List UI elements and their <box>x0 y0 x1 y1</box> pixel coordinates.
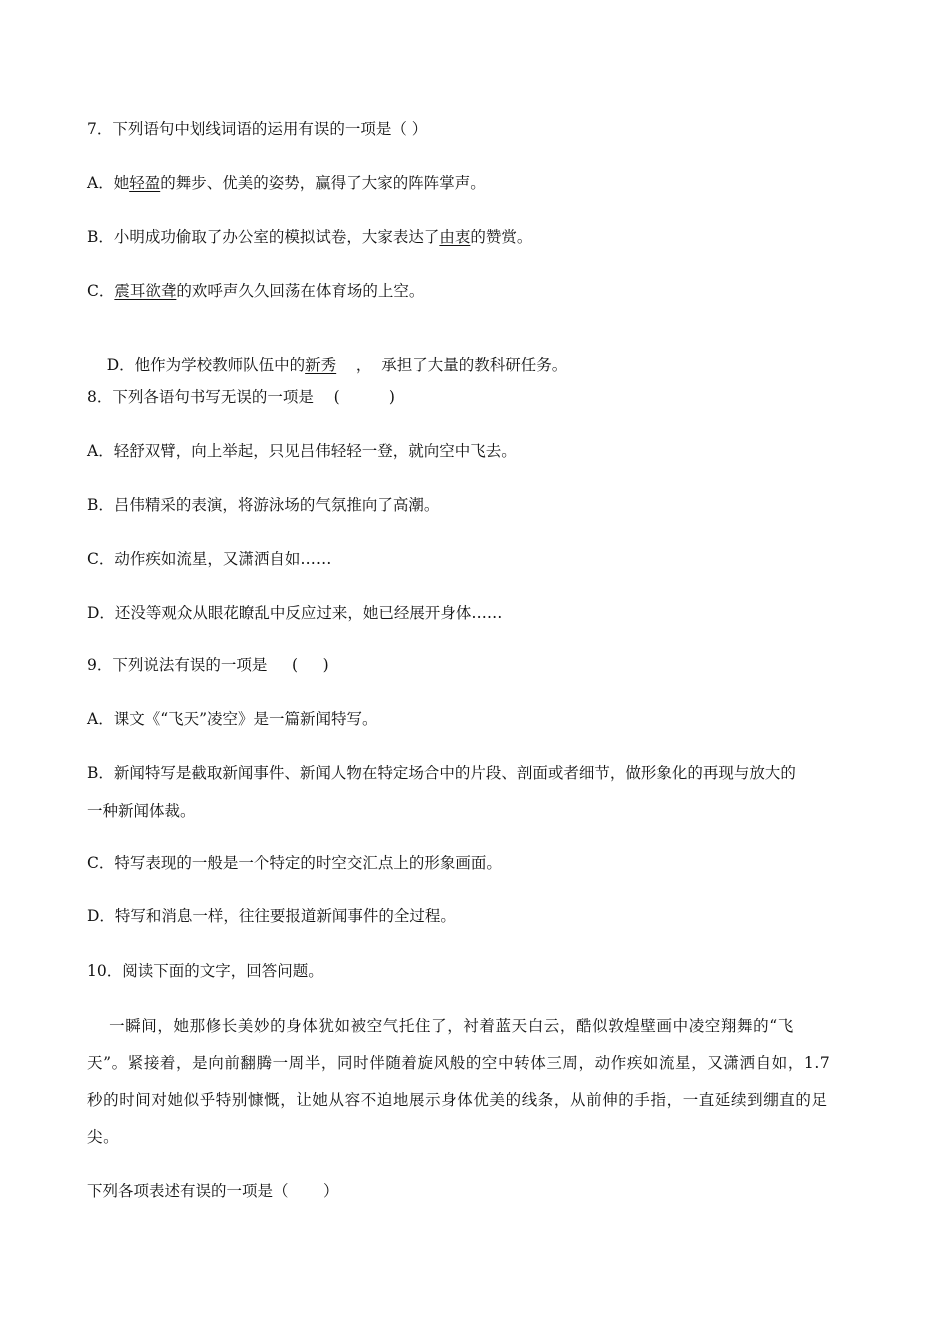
question-8-option-d: D．还没等观众从眼花瞭乱中反应过来，她已经展开身体…… <box>87 604 503 622</box>
question-9-option-b-line1: B．新闻特写是截取新闻事件、新闻人物在特定场合中的片段、剖面或者细节，做形象化的再现与放大的 <box>87 764 796 782</box>
question-8-option-a: A．轻舒双臂，向上举起，只见吕伟轻轻一登，就向空中飞去。 <box>87 442 517 460</box>
question-10-prompt: 下列各项表述有误的一项是（ ） <box>87 1182 339 1200</box>
reading-passage-line: 秒的时间对她似乎特别慷慨，让她从容不迫地展示身体优美的线条，从前伸的手指，一直延续到绷直的足 <box>87 1091 828 1109</box>
underlined-term: 由衷 <box>439 228 471 246</box>
question-7-option-a <box>87 173 486 193</box>
reading-passage-line: 尖。 <box>87 1128 120 1146</box>
question-7-option-b <box>87 227 532 247</box>
question-7-option-d <box>87 335 567 395</box>
option-text: B．小明成功偷取了办公室的模拟试卷，大家表达了 <box>87 228 440 246</box>
question-7-option-c <box>87 281 424 301</box>
option-text: C． <box>87 282 115 300</box>
question-8-option-b: B．吕伟精采的表演，将游泳场的气氛推向了高潮。 <box>87 496 440 514</box>
reading-passage-line: 天”。紧接着，是向前翻腾一周半，同时伴随着旋风般的空中转体三周，动作疾如流星，又潇洒自如，1.7 <box>87 1054 831 1072</box>
question-8-stem: 8．下列各语句书写无误的一项是 ( ) <box>87 388 395 406</box>
option-text: D．他作为学校教师队伍中的 <box>106 356 306 374</box>
question-9-option-b-line2: 一种新闻体裁。 <box>87 802 196 820</box>
option-text: A．她 <box>87 174 130 192</box>
option-text: 的欢呼声久久回荡在体育场的上空。 <box>176 282 425 300</box>
question-7-stem: 7．下列语句中划线词语的运用有误的一项是（ ） <box>87 120 428 138</box>
option-text: 的舞步、优美的姿势，赢得了大家的阵阵掌声。 <box>160 174 486 192</box>
question-8-option-c: C．动作疾如流星，又潇洒自如…… <box>87 550 332 568</box>
question-9-option-c: C．特写表现的一般是一个特定的时空交汇点上的形象画面。 <box>87 854 502 872</box>
underlined-term: 震耳欲聋 <box>114 282 177 300</box>
question-9-stem: 9．下列说法有误的一项是 ( ) <box>87 656 329 674</box>
underlined-term: 轻盈 <box>129 174 161 192</box>
option-text: 的赞赏。 <box>470 228 533 246</box>
question-10-stem: 10．阅读下面的文字，回答问题。 <box>87 962 324 980</box>
option-text: ， 承担了大量的教科研任务。 <box>336 356 568 374</box>
question-9-option-d: D．特写和消息一样，往往要报道新闻事件的全过程。 <box>87 907 456 925</box>
question-9-option-a: A．课文《“飞天”凌空》是一篇新闻特写。 <box>87 710 378 728</box>
underlined-term: 新秀 <box>305 356 337 374</box>
reading-passage-line: 一瞬间，她那修长美妙的身体犹如被空气托住了，衬着蓝天白云，酷似敦煌壁画中凌空翔舞的“飞 <box>87 1017 794 1035</box>
